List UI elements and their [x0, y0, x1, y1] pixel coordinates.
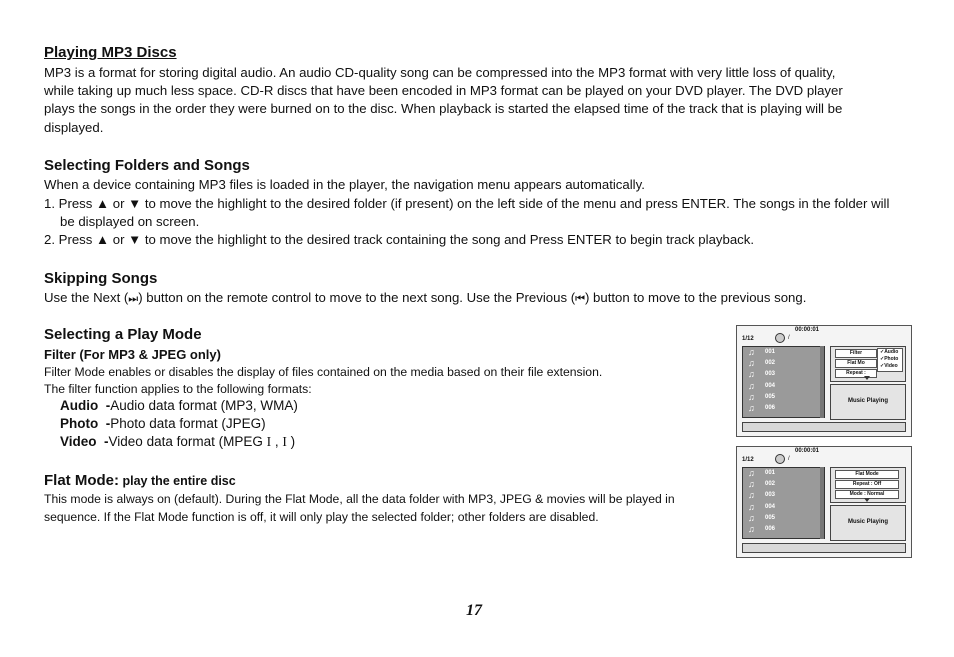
track-list	[742, 467, 824, 539]
filter-text-1: Filter Mode enables or disables the display of files contained on the media based on their file extension.	[44, 365, 603, 379]
mpeg-symbol-icon: I	[282, 434, 287, 449]
track-count: 1/12	[742, 336, 754, 342]
music-note-icon: ♫	[748, 391, 755, 402]
flat-text-2: sequence. If the Flat Mode function is off, it will only play the selected folder; other folders are disabled.	[44, 510, 599, 524]
disc-icon	[775, 333, 785, 343]
photo-option[interactable]: ✓Photo	[880, 356, 899, 362]
folders-intro: When a device containing MP3 files is loaded in the player, the navigation menu appears automatically.	[44, 177, 645, 192]
list-item[interactable]: ♫ 006	[748, 523, 776, 534]
disc-icon	[775, 454, 785, 464]
filter-menu-screenshot: 00:00:01 1/12 / ♫ 001 ♫ 002 ♫ 003 ♫ 004 ♫ 005 ♫ 006 Filter Flat Mo Repeat : ✓Audio ✓Photo ✓Video Music Playing	[736, 325, 912, 437]
flat-mode-screenshot: 00:00:01 1/12 / ♫ 001 ♫ 002 ♫ 003 ♫ 004 ♫ 005 ♫ 006 Flat Mode Repeat : Off Mode : Normal Music Playing	[736, 446, 912, 558]
format-photo: Photo -Photo data format (JPEG)	[60, 416, 266, 431]
music-note-icon: ♫	[748, 358, 755, 369]
format-audio: Audio -Audio data format (MP3, WMA)	[60, 398, 298, 413]
section-heading-playmode: Selecting a Play Mode	[44, 326, 202, 343]
status-bar	[742, 543, 906, 553]
section-heading-mp3: Playing MP3 Discs	[44, 44, 177, 61]
filter-subheading: Filter (For MP3 & JPEG only)	[44, 347, 221, 362]
list-item[interactable]: ♫ 004	[748, 501, 776, 512]
track-count: 1/12	[742, 457, 754, 463]
menu-panel	[830, 467, 906, 503]
now-playing-panel	[830, 505, 906, 541]
filter-dropdown	[877, 348, 903, 372]
page-number: 17	[466, 602, 482, 619]
flat-mode-menu-item[interactable]: Flat Mode	[835, 470, 899, 479]
list-item[interactable]: ♫ 002	[748, 479, 776, 490]
format-video: Video -Video data format (MPEG I , I )	[60, 434, 296, 449]
flat-text-1: This mode is always on (default). During the Flat Mode, all the data folder with MP3, JPEG & movies will be played in	[44, 492, 675, 506]
list-item[interactable]: ♫ 004	[748, 380, 776, 391]
now-playing-panel	[830, 384, 906, 420]
folders-step1-cont: be displayed on screen.	[60, 214, 200, 229]
filter-menu-item[interactable]: Filter	[835, 349, 877, 358]
section-heading-skip: Skipping Songs	[44, 270, 158, 287]
menu-panel	[830, 346, 906, 382]
music-note-icon: ♫	[748, 523, 755, 534]
repeat-menu-item[interactable]: Repeat :	[835, 369, 877, 378]
arrow-down-icon	[864, 498, 870, 502]
previous-icon: ⏮	[575, 293, 585, 305]
list-item[interactable]: ♫ 003	[748, 369, 776, 380]
scrollbar[interactable]	[820, 346, 825, 418]
mode-menu-item[interactable]: Mode : Normal	[835, 490, 899, 499]
music-playing-label: Music Playing	[847, 398, 888, 404]
scrollbar[interactable]	[820, 467, 825, 539]
music-note-icon: ♫	[748, 501, 755, 512]
mp3-paragraph: MP3 is a format for storing digital audio. An audio CD-quality song can be compressed into the MP3 format with very little loss of quality, while taking up much less space. CD-R discs that have been encoded in MP3 format can be played on your DVD player. The DVD player plays the songs in the order they were burned on to the disc. When playback is started the elapsed time of the track that is playing will be displayed.	[44, 65, 843, 135]
status-bar	[742, 422, 906, 432]
music-note-icon: ♫	[748, 468, 755, 478]
music-note-icon: ♫	[748, 380, 755, 391]
music-note-icon: ♫	[748, 512, 755, 523]
list-item[interactable]: ♫ 006	[748, 402, 776, 413]
list-item[interactable]: ♫ 005	[748, 512, 776, 523]
flat-mode-menu-item[interactable]: Flat Mo	[835, 359, 877, 368]
flat-mode-heading: Flat Mode: play the entire disc	[44, 472, 236, 489]
repeat-menu-item[interactable]: Repeat : Off	[835, 480, 899, 489]
music-note-icon: ♫	[748, 490, 755, 501]
mpeg-symbol-icon: I	[266, 434, 272, 449]
section-heading-folders: Selecting Folders and Songs	[44, 157, 250, 174]
list-item[interactable]: ♫ 002	[748, 358, 776, 369]
list-item[interactable]: ♫ 001	[748, 468, 776, 478]
music-note-icon: ♫	[748, 479, 755, 490]
next-icon: ⏭	[128, 293, 139, 305]
video-option[interactable]: ✓Video	[880, 363, 898, 369]
music-note-icon: ♫	[748, 347, 755, 357]
track-list	[742, 346, 824, 418]
skip-paragraph: Use the Next (⏭) button on the remote control to move to the next song. Use the Previous (⏮) button to move to the previous song.	[44, 290, 807, 305]
list-item[interactable]: ♫ 001	[748, 347, 776, 357]
folders-step1: 1. Press ▲ or ▼ to move the highlight to the desired folder (if present) on the left side of the menu and press ENTER. The songs in the folder will	[44, 196, 890, 211]
music-playing-label: Music Playing	[847, 519, 888, 525]
folders-step2: 2. Press ▲ or ▼ to move the highlight to the desired track containing the song and Press ENTER to begin track playback.	[44, 232, 755, 247]
arrow-down-icon	[864, 376, 870, 380]
elapsed-time: 00:00:01	[795, 327, 820, 333]
filter-text-2: The filter function applies to the following formats:	[44, 382, 312, 396]
music-note-icon: ♫	[748, 402, 755, 413]
music-note-icon: ♫	[748, 369, 755, 380]
list-item[interactable]: ♫ 005	[748, 391, 776, 402]
list-item[interactable]: ♫ 003	[748, 490, 776, 501]
elapsed-time: 00:00:01	[795, 448, 820, 454]
audio-option[interactable]: ✓Audio	[880, 349, 899, 355]
